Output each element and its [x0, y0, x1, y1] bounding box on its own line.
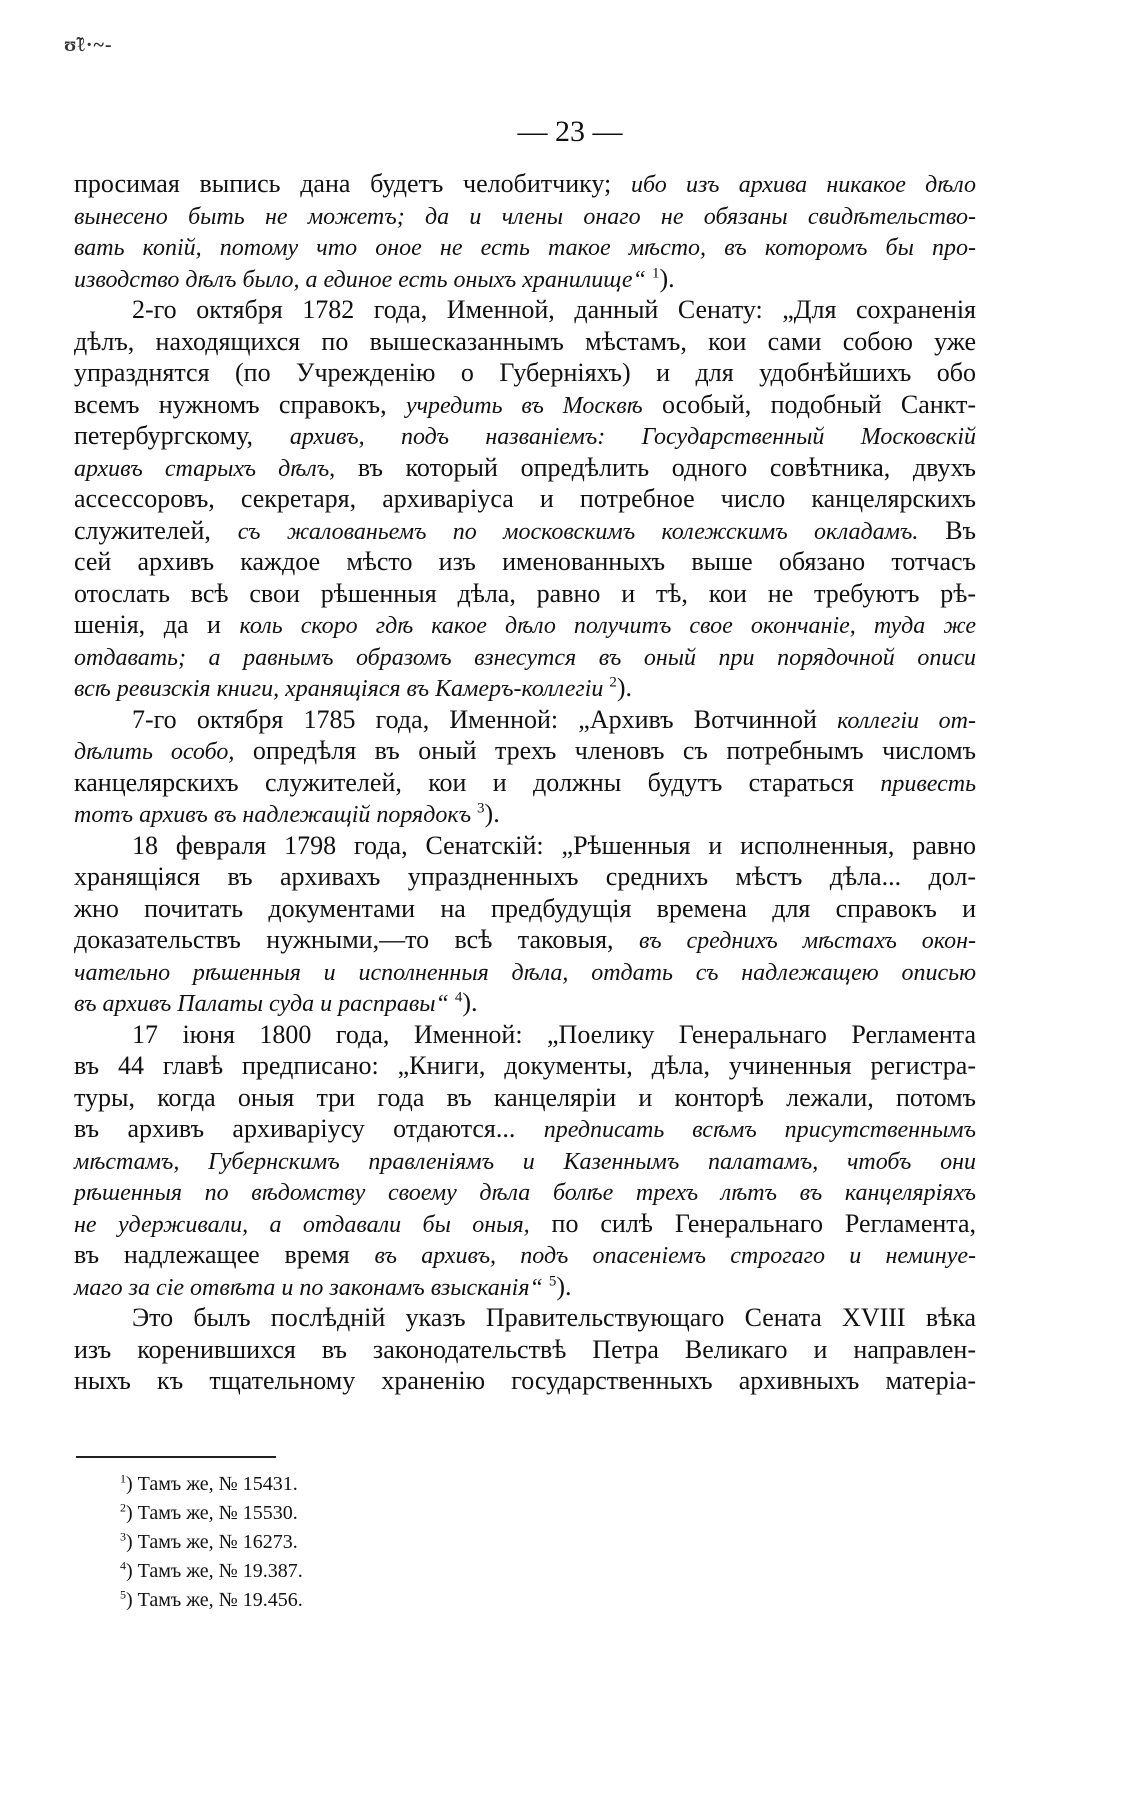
text-line	[74, 326, 976, 358]
italic-text: чательно рѣшенныя и исполненныя дѣла, отдать съ надлежащею описью	[74, 959, 976, 986]
text-line	[74, 1050, 976, 1082]
text-span: доказательствъ нужными,—то всѣ таковыя,	[74, 925, 639, 954]
text-line	[74, 641, 976, 673]
italic-text: тотъ архивъ въ надлежащій порядокъ	[74, 802, 478, 828]
text-line	[74, 483, 976, 515]
text-line	[74, 389, 976, 421]
text-span: ).	[484, 799, 500, 828]
text-line	[74, 609, 976, 641]
footnote-text: ) Тамъ же, № 16273.	[126, 1531, 298, 1553]
italic-text: маго за сіе отвѣта и по законамъ взысканія“	[74, 1274, 549, 1301]
text-span: хранящіяся въ архивахъ упраздненныхъ среднихъ мѣстъ дѣла... дол-	[74, 862, 976, 891]
text-line	[74, 294, 976, 326]
text-line	[74, 1334, 976, 1366]
text-span: 2-го октября 1782 года, Именной, данный Сенату: „Для сохраненія	[132, 295, 976, 324]
footnote-ref: 4	[454, 989, 463, 1006]
text-line	[74, 830, 976, 862]
italic-text: изводство дѣлъ было, а единое есть оныхъ хранилище“	[74, 266, 652, 293]
text-line	[74, 546, 976, 578]
italic-text: въ архивъ, подъ опасеніемъ строгаго и неминуе-	[374, 1243, 976, 1269]
text-span: 18 февраля 1798 года, Сенатскій: „Рѣшенныя и исполненныя, равно	[132, 830, 976, 860]
italic-text: учредить въ Москвѣ	[405, 392, 643, 419]
italic-text: архивъ старыхъ дѣлъ,	[74, 455, 336, 482]
italic-text: отдавать; а равнымъ образомъ взнесутся въ оный при порядочной описи	[74, 644, 976, 671]
text-line	[74, 168, 976, 200]
footnote-number: 4	[120, 1558, 126, 1573]
footnote	[120, 1528, 303, 1557]
text-span: служителей,	[74, 515, 238, 545]
text-span: въ надлежащее время	[74, 1240, 375, 1269]
italic-text: предписать всѣмъ присутственнымъ	[543, 1117, 976, 1143]
text-line	[74, 231, 976, 263]
italic-text: привесть	[880, 770, 976, 797]
text-span: петербургскому,	[74, 421, 290, 450]
text-line	[74, 515, 976, 547]
footnote-text: ) Тамъ же, № 15530.	[126, 1502, 298, 1524]
text-line	[74, 1113, 976, 1145]
text-span: отослать всѣ свои рѣшенныя дѣла, равно и тѣ, кои не требуютъ рѣ-	[74, 578, 976, 608]
text-span: ).	[616, 673, 633, 702]
text-line	[74, 1019, 976, 1051]
text-line	[74, 578, 976, 610]
footnote-ref: 3	[477, 800, 485, 817]
text-line	[74, 1239, 976, 1271]
text-line	[74, 1365, 976, 1397]
text-span: опредѣля въ оный трехъ членовъ съ потребнымъ числомъ	[234, 736, 976, 765]
footnote	[120, 1499, 303, 1528]
text-line	[74, 735, 976, 767]
text-span: 7-го октября 1785 года, Именной: „Архивъ Вотчинной	[132, 704, 838, 734]
text-span: упразднятся (по Учрежденію о Губерніяхъ) и для удобнѣйшихъ обо	[74, 358, 976, 387]
text-line	[74, 1302, 976, 1334]
text-span: Въ	[918, 515, 976, 545]
text-span: всемъ нужномъ справокъ,	[74, 389, 406, 419]
italic-text: въ среднихъ мѣстахъ окон-	[638, 928, 976, 954]
text-line	[74, 420, 976, 452]
italic-text: вынесено быть не можетъ; да и члены онаго не обязаны свидѣтельство-	[74, 203, 976, 230]
text-span: ныхъ къ тщательному храненію государственныхъ архивныхъ матеріа-	[74, 1366, 976, 1395]
text-span: канцелярскихъ служителей, кои и должны будутъ стараться	[74, 767, 881, 797]
footnotes	[120, 1470, 303, 1615]
text-line	[74, 956, 976, 988]
page-number: — 23 —	[517, 115, 623, 148]
text-span: въ 44 главѣ предписано: „Книги, документы, дѣла, учиненныя регистра-	[74, 1051, 976, 1080]
text-line	[74, 357, 976, 389]
footnote-text: ) Тамъ же, № 19.387.	[126, 1560, 303, 1582]
text-span: шенія, да и	[74, 610, 240, 639]
italic-text: дѣлить особо,	[74, 739, 235, 765]
italic-text: всѣ ревизскія книги, хранящіяся въ Камеръ-коллегіи	[74, 676, 610, 702]
text-span: ).	[659, 263, 675, 293]
text-line	[74, 1271, 976, 1303]
footnote	[120, 1557, 303, 1586]
text-line	[74, 1208, 976, 1240]
footnote	[120, 1470, 303, 1499]
footnote-ref: 1	[651, 264, 660, 281]
text-line	[74, 767, 976, 799]
body-text	[74, 168, 976, 1397]
text-span: сей архивъ каждое мѣсто изъ именованныхъ выше обязано тотчасъ	[74, 547, 976, 576]
text-line	[74, 1082, 976, 1114]
text-line	[74, 987, 976, 1019]
text-span: особый, подобный Санкт-	[642, 389, 976, 419]
italic-text: не удерживали, а отдавали бы оныя,	[74, 1211, 530, 1238]
text-span: туры, когда оныя три года въ канцеляріи и конторѣ лежали, потомъ	[74, 1082, 976, 1112]
italic-text: мѣстамъ, Губернскимъ правленіямъ и Казеннымъ палатамъ, чтобъ они	[74, 1148, 976, 1175]
footnote-number: 2	[120, 1500, 126, 1515]
text-line	[74, 861, 976, 893]
text-span: въ который опредѣлить одного совѣтника, двухъ	[335, 452, 976, 482]
scan-mark: ʊ̃ℓ·~-	[64, 34, 113, 56]
text-line	[74, 1145, 976, 1177]
footnote-number: 3	[120, 1529, 126, 1544]
text-line	[74, 200, 976, 232]
italic-text: въ архивъ Палаты суда и расправы“	[74, 991, 455, 1017]
text-line	[74, 452, 976, 484]
text-span: ).	[556, 1271, 572, 1301]
footnote-rule	[76, 1456, 276, 1458]
text-span: жно почитать документами на предбудущія времена для справокъ и	[74, 893, 976, 923]
footnote-number: 5	[120, 1587, 126, 1602]
text-line	[74, 263, 976, 295]
text-span: ассессоровъ, секретаря, архиваріуса и потребное число канцелярскихъ	[74, 484, 976, 513]
footnote-text: ) Тамъ же, № 19.456.	[126, 1589, 303, 1611]
text-span: по силѣ Генеральнаго Регламента,	[529, 1208, 977, 1238]
footnote-ref: 5	[548, 1272, 557, 1289]
footnote-ref: 2	[609, 674, 617, 691]
footnote-text: ) Тамъ же, № 15431.	[126, 1473, 298, 1495]
text-span: ).	[462, 988, 478, 1017]
text-line	[74, 798, 976, 830]
text-line	[74, 672, 976, 704]
italic-text: ибо изъ архива никакое дѣло	[631, 172, 977, 198]
italic-text: съ жалованьемъ по московскимъ колежскимъ окладамъ.	[237, 518, 919, 545]
text-line	[74, 704, 976, 736]
text-span: дѣлъ, находящихся по вышесказаннымъ мѣстамъ, кои сами собою уже	[74, 326, 976, 356]
text-line	[74, 924, 976, 956]
italic-text: вать копій, потому что оное не есть такое мѣсто, въ которомъ бы про-	[74, 235, 976, 261]
text-line	[74, 1176, 976, 1208]
text-span: просимая выпись дана будетъ челобитчику;	[74, 169, 632, 198]
text-span: Это былъ послѣдній указъ Правительствующаго Сената XVIII вѣка	[132, 1303, 976, 1332]
text-span: изъ коренившихся въ законодательствѣ Петра Великаго и направлен-	[74, 1334, 976, 1364]
footnote	[120, 1586, 303, 1615]
text-span: въ архивъ архиваріусу отдаются...	[74, 1114, 544, 1143]
text-span: 17 іюня 1800 года, Именной: „Поелику Генеральнаго Регламента	[132, 1019, 976, 1049]
italic-text: рѣшенныя по вѣдомству своему дѣла болѣе трехъ лѣтъ въ канцеляріяхъ	[74, 1180, 976, 1206]
footnote-number: 1	[120, 1471, 126, 1486]
text-line	[74, 893, 976, 925]
italic-text: коллегіи от-	[837, 707, 976, 734]
italic-text: коль скоро гдѣ какое дѣло получитъ свое окончаніе, туда же	[239, 613, 977, 639]
italic-text: архивъ, подъ названіемъ: Государственный Московскій	[289, 424, 977, 450]
